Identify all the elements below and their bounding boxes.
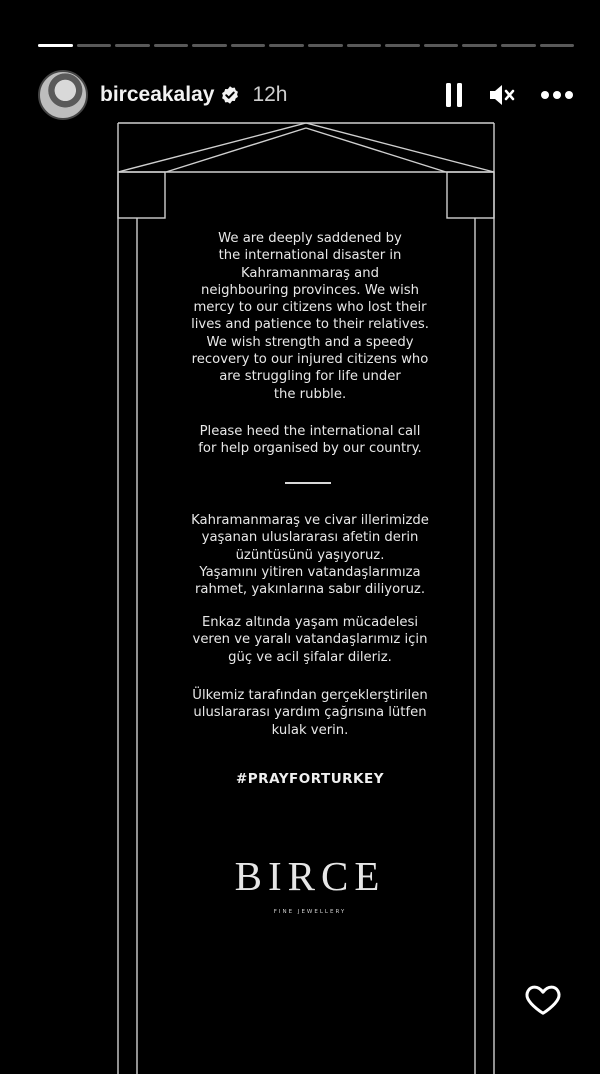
brand-logo: BIRCE [234, 853, 386, 899]
hashtag: #PRAYFORTURKEY [235, 771, 385, 787]
turkish-message-3: Ülkemiz tarafından gerçeklerştirilen uluslararası yardım çağrısına lütfen kulak verin. [192, 688, 428, 738]
post-time: 12h [252, 83, 288, 106]
heart-outline-icon[interactable] [524, 980, 562, 1018]
english-call: Please heed the international call for help organised by our country. [198, 424, 422, 457]
turkish-message-1: Kahramanmaraş ve civar illerimizde yaşanan uluslararası afetin derin üzüntüsünü yaşıyoruz. Yaşamını yitiren vatandaşlarımıza rahmet, yakınlarına sabır diliyoruz. [191, 513, 429, 598]
brand-tagline: FINE JEWELLERY [273, 909, 347, 915]
turkish-message-2: Enkaz altında yaşam mücadelesi veren ve yaralı vatandaşlarımız için güç ve acil şifalar dileriz. [192, 615, 428, 665]
divider [285, 482, 331, 484]
english-message: We are deeply saddened by the international disaster in Kahramanmaraş and neighbouring provinces. We wish mercy to our citizens who lost their lives and patience to their relatives. We wish strength and a speedy recovery to our injured citizens who are struggling for life under the rubble. [191, 231, 429, 402]
username[interactable]: birceakalay [100, 83, 215, 106]
